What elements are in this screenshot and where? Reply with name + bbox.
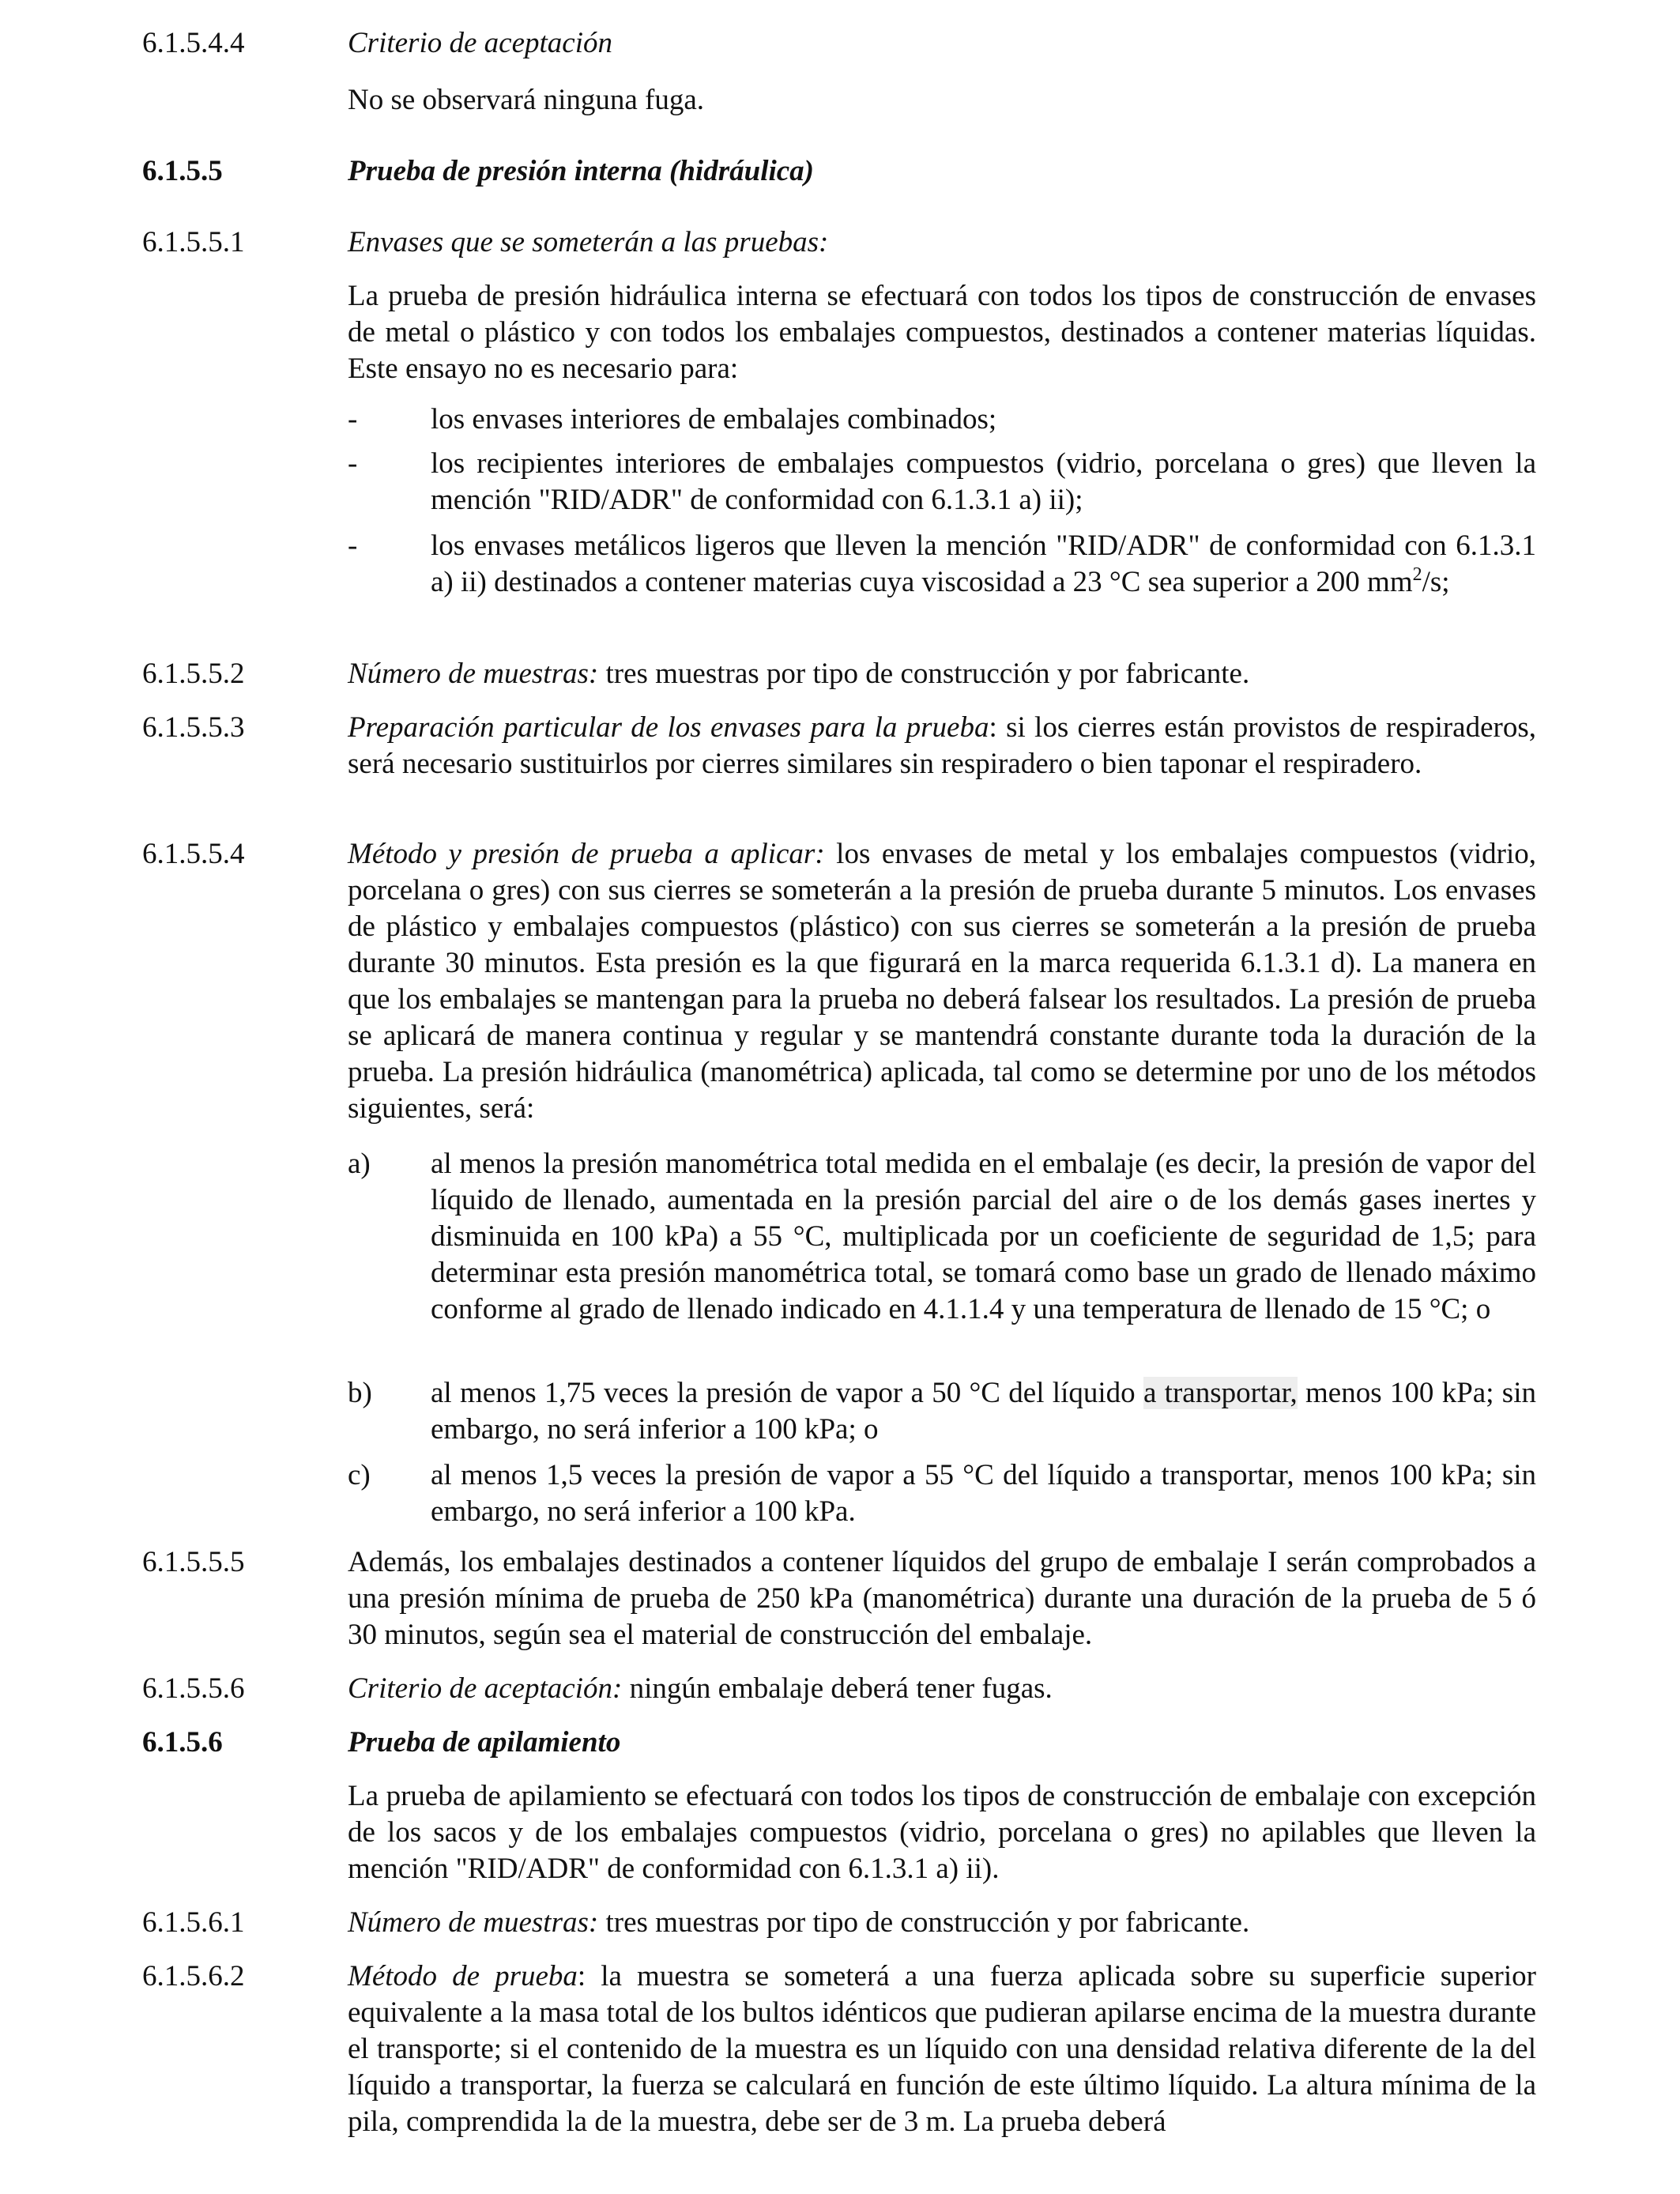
list-item-tail: /s; — [1422, 566, 1450, 598]
section-text: : la muestra se someterá a una fuerza aplicada sobre su superficie superior equivalente a la masa total de los bultos idénticos que pudieran apilarse encima de la muestra durante el transporte; si el contenido de la muestra es un líquido con una densidad relativa diferente de la del líquido a transportar, la fuerza se calculará en función de este último líquido. La altura mínima de la pila, comprendida la de la muestra, debe ser de 3 m. La prueba deberá — [348, 1960, 1536, 2138]
list-item-text: menos 100 kPa; sin embargo, no será inferior a 100 kPa; o — [431, 1377, 1536, 1446]
item-letter: b) — [348, 1377, 372, 1409]
superscript: 2 — [1412, 564, 1422, 585]
list-item-text: los envases metálicos ligeros que lleven la mención "RID/ADR" de conformidad con 6.1.3.1 a) ii) destinados a contener materias cuya viscosidad a 23 °C sea superior a 200 mm — [431, 530, 1536, 598]
section-number: 6.1.5.6.2 — [142, 1960, 245, 1992]
section-title: Criterio de aceptación — [348, 27, 612, 59]
section-number: 6.1.5.5.3 — [142, 711, 245, 744]
section-title: Método de prueba — [348, 1960, 578, 1992]
section-number: 6.1.5.5.6 — [142, 1672, 245, 1705]
section-heading: Prueba de apilamiento — [348, 1726, 621, 1759]
section-number: 6.1.5.6.1 — [142, 1906, 245, 1939]
section-heading: Prueba de presión interna (hidráulica) — [348, 155, 814, 187]
list-item: al menos la presión manométrica total medida en el embalaje (es decir, la presión de vapor del líquido de llenado, aumentada en la presión parcial del aire o de los demás gases inertes y disminuida en 100 kPa) a 55 °C, multiplicada por un coeficiente de seguridad de 1,5; para determinar esta presión manométrica total, se tomará como base un grado de llenado máximo conforme al grado de llenado indicado en 4.1.1.4 y una temperatura de llenado de 15 °C; o — [431, 1148, 1536, 1325]
section-text: tres muestras por tipo de construcción y por fabricante. — [598, 1906, 1250, 1939]
section-text: tres muestras por tipo de construcción y por fabricante. — [598, 658, 1250, 690]
section-title: Preparación particular de los envases para la prueba — [348, 711, 989, 744]
section-number: 6.1.5.6 — [142, 1726, 223, 1759]
section-number: 6.1.5.4.4 — [142, 27, 245, 59]
section-number: 6.1.5.5.2 — [142, 658, 245, 690]
highlighted-text: a transportar, — [1143, 1377, 1298, 1409]
list-item: los envases interiores de embalajes combinados; — [431, 403, 997, 435]
section-title: Criterio de aceptación: — [348, 1672, 623, 1705]
section-paragraph — [348, 710, 1536, 782]
section-text: La prueba de presión hidráulica interna se efectuará con todos los tipos de construcción de envases de metal o plástico y con todos los embalajes compuestos, destinados a contener materias líquidas. Este ensayo no es necesario para: — [348, 280, 1536, 385]
section-title: Número de muestras: — [348, 658, 599, 690]
section-number: 6.1.5.5.1 — [142, 226, 245, 258]
section-number: 6.1.5.5.5 — [142, 1546, 245, 1578]
list-item-text: al menos 1,75 veces la presión de vapor a 50 °C del líquido — [431, 1377, 1143, 1409]
section-text: : si los cierres están provistos de respiraderos, será necesario sustituirlos por cierres similares sin respiradero o bien taponar el respiradero. — [348, 711, 1536, 780]
section-paragraph — [348, 656, 1536, 692]
bullet-marker: - — [348, 530, 358, 562]
list-item — [431, 1375, 1536, 1448]
section-text: No se observará ninguna fuga. — [348, 84, 705, 116]
section-number: 6.1.5.5 — [142, 155, 223, 187]
section-number: 6.1.5.5.4 — [142, 838, 245, 870]
section-paragraph — [348, 836, 1536, 1127]
section-paragraph — [348, 1671, 1536, 1707]
section-text: La prueba de apilamiento se efectuará con todos los tipos de construcción de embalaje con excepción de los sacos y de los embalajes compuestos (vidrio, porcelana o gres) no apilables que lleven la mención "RID/ADR" de conformidad con 6.1.3.1 a) ii). — [348, 1780, 1536, 1885]
section-paragraph — [348, 1958, 1536, 2140]
item-letter: a) — [348, 1148, 371, 1180]
section-title: Número de muestras: — [348, 1906, 599, 1939]
section-title: Envases que se someterán a las pruebas: — [348, 226, 829, 258]
item-letter: c) — [348, 1459, 371, 1491]
list-item — [431, 528, 1536, 601]
list-item: los recipientes interiores de embalajes compuestos (vidrio, porcelana o gres) que lleven la mención "RID/ADR" de conformidad con 6.1.3.1 a) ii); — [431, 447, 1536, 516]
section-text: los envases de metal y los embalajes compuestos (vidrio, porcelana o gres) con sus cierres se someterán a la presión de prueba durante 5 minutos. Los envases de plástico y embalajes compuestos (plástico) con sus cierres se someterán a la presión de prueba durante 30 minutos. Esta presión es la que figurará en la marca requerida 6.1.3.1 d). La manera en que los embalajes se mantengan para la prueba no deberá falsear los resultados. La presión de prueba se aplicará de manera continua y regular y se mantendrá constante durante toda la duración de la prueba. La presión hidráulica (manométrica) aplicada, tal como se determine por uno de los métodos siguientes, será: — [348, 838, 1536, 1125]
section-text: Además, los embalajes destinados a contener líquidos del grupo de embalaje I serán comprobados a una presión mínima de prueba de 250 kPa (manométrica) durante una duración de la prueba de 5 ó 30 minutos, según sea el material de construcción del embalaje. — [348, 1546, 1536, 1651]
section-text: ningún embalaje deberá tener fugas. — [622, 1672, 1053, 1705]
bullet-marker: - — [348, 447, 358, 480]
section-paragraph — [348, 1905, 1536, 1941]
bullet-marker: - — [348, 403, 358, 435]
section-title: Método y presión de prueba a aplicar: — [348, 838, 825, 870]
list-item: al menos 1,5 veces la presión de vapor a 55 °C del líquido a transportar, menos 100 kPa; sin embargo, no será inferior a 100 kPa. — [431, 1459, 1536, 1528]
